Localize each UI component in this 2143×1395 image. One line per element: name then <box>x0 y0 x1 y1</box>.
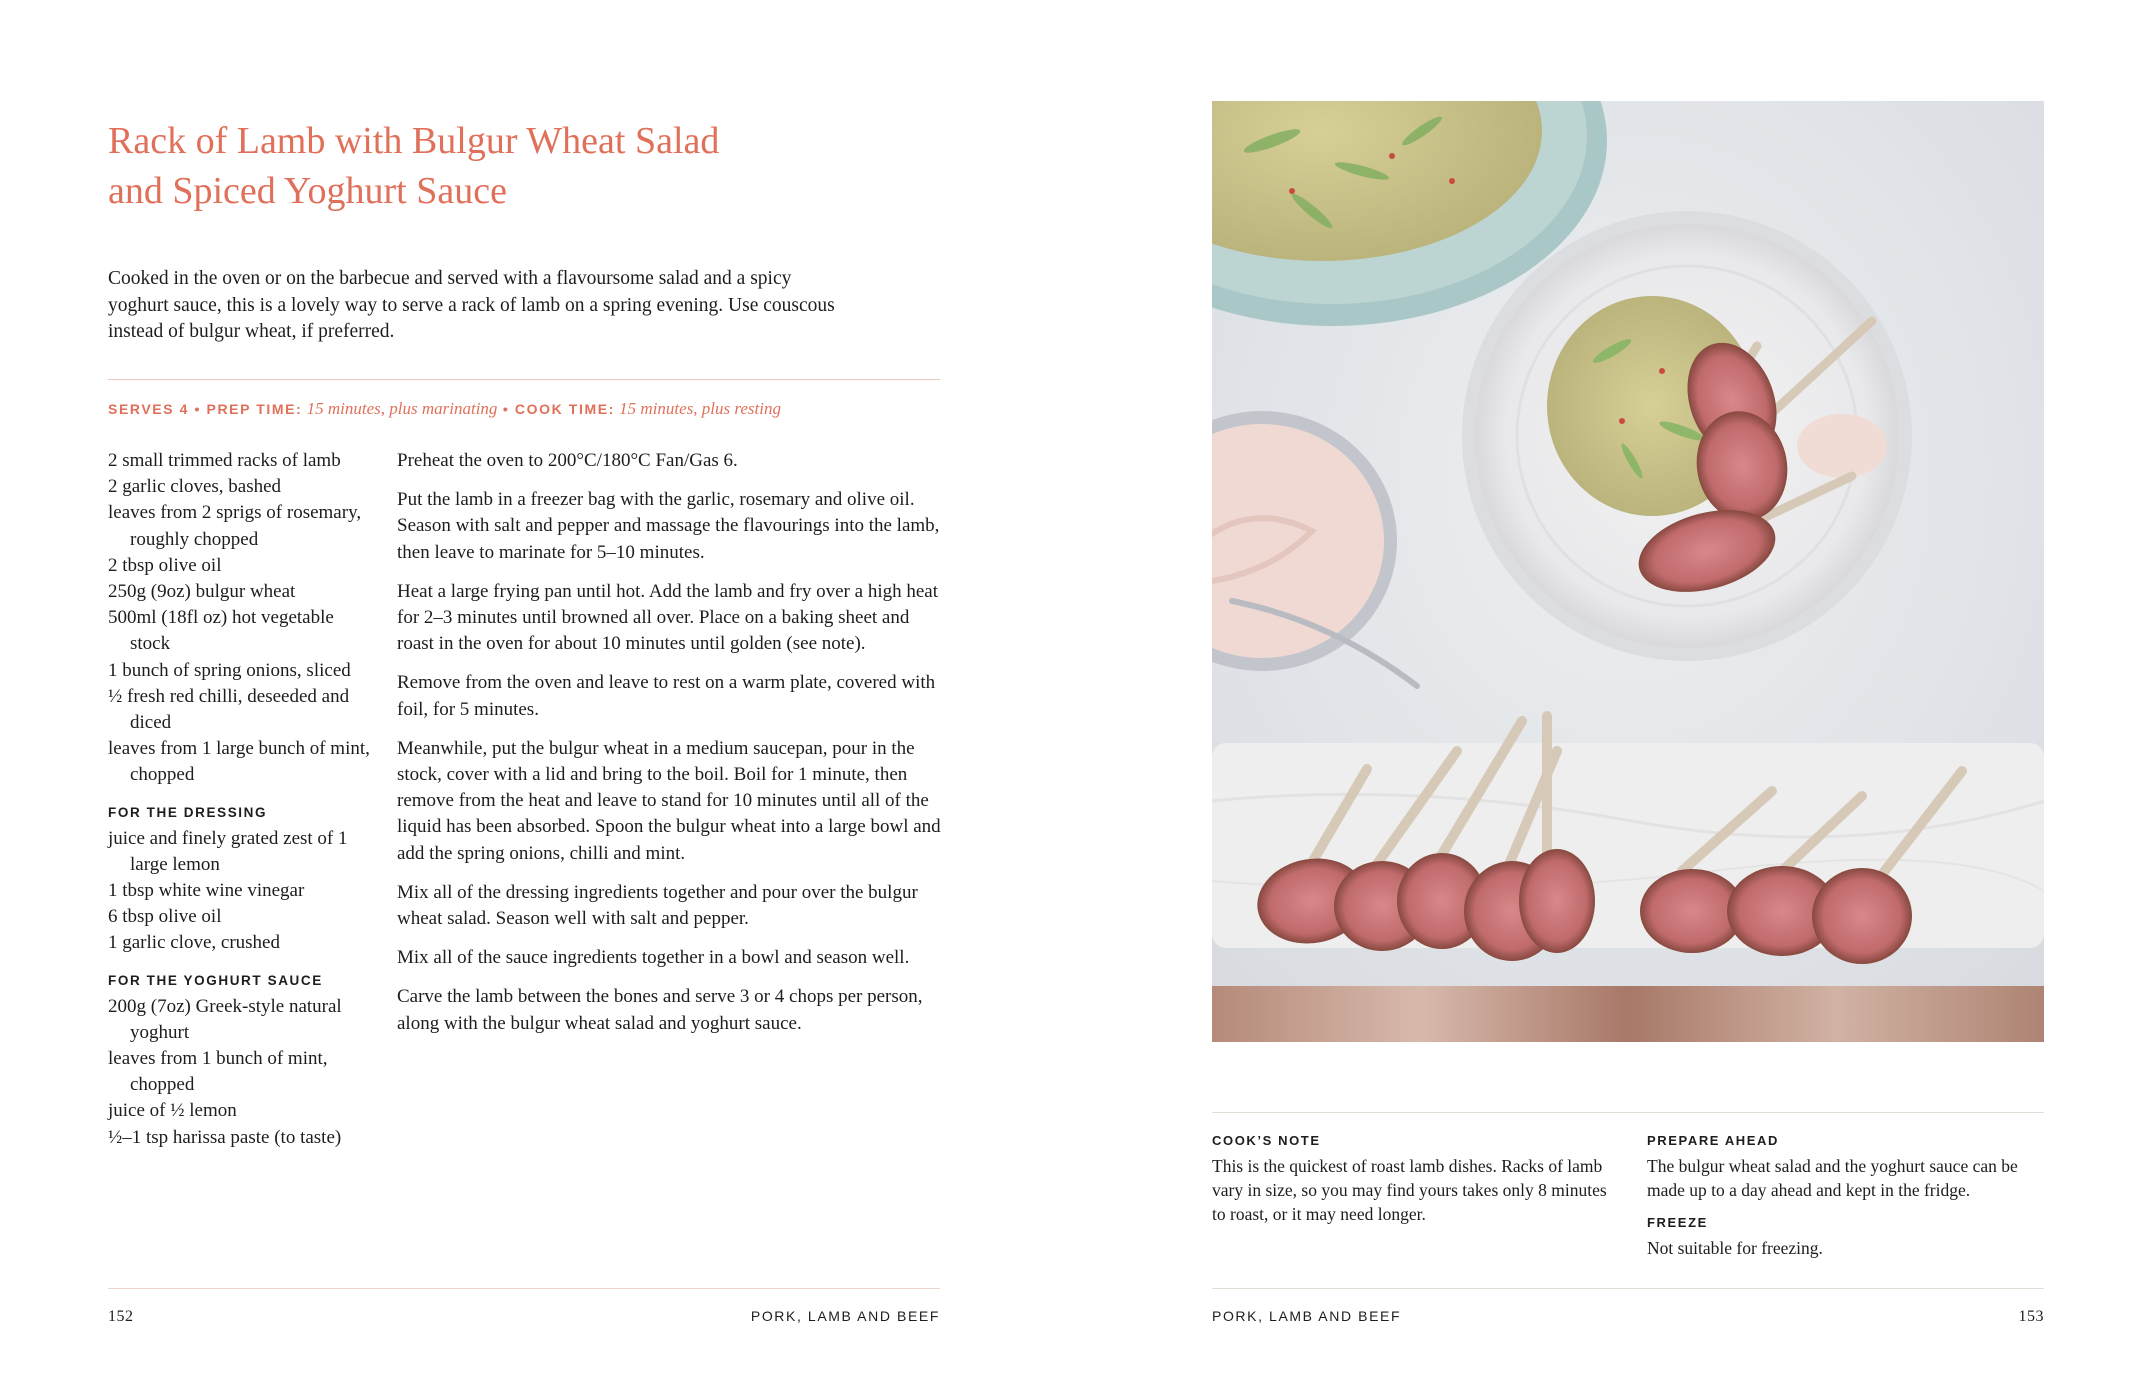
ingredient-item: juice of ½ lemon <box>108 1100 237 1122</box>
cooks-note <box>1212 1132 1612 1226</box>
recipe-title-line-1: Rack of Lamb with Bulgur Wheat Salad <box>108 120 720 162</box>
method-step: Put the lamb in a freezer bag with the garlic, rosemary and olive oil. Season with salt and pepper and massage the flavourings into the lamb, then leave to marinate for 5–10 minutes. <box>397 489 940 563</box>
recipe-title-line-2: and Spiced Yoghurt Sauce <box>108 170 507 212</box>
prepare-ahead-heading: PREPARE AHEAD <box>1647 1133 1780 1148</box>
ingredient-item: 1 bunch of spring onions, sliced <box>108 659 351 681</box>
ingredient-item: 2 small trimmed racks of lamb <box>108 450 341 471</box>
ingredient-item: 500ml (18fl oz) hot vegetable stock <box>108 607 334 655</box>
ingredient-item: leaves from 1 large bunch of mint, chopped <box>108 738 370 786</box>
method-step: Mix all of the sauce ingredients together in a bowl and season well. <box>397 947 910 969</box>
method-step: Remove from the oven and leave to rest on a warm plate, covered with foil, for 5 minutes. <box>397 672 936 720</box>
ingredient-list-dressing <box>108 826 378 957</box>
freeze-heading: FREEZE <box>1647 1215 1708 1230</box>
dressing-heading: FOR THE DRESSING <box>108 804 268 820</box>
ingredient-item: ½–1 tsp harissa paste (to taste) <box>108 1126 342 1148</box>
cooks-note-heading: COOK’S NOTE <box>1212 1133 1321 1148</box>
freeze-text: Not suitable for freezing. <box>1647 1238 1823 1258</box>
footer-divider-right <box>1212 1288 2044 1289</box>
prepare-ahead-text: The bulgur wheat salad and the yoghurt sauce can be made up to a day ahead and kept in the fridge. <box>1647 1156 2018 1200</box>
ingredient-item: 2 tbsp olive oil <box>108 554 222 576</box>
method-step: Preheat the oven to 200°C/180°C Fan/Gas 6. <box>397 450 738 471</box>
ingredient-item: 1 garlic clove, crushed <box>108 932 280 954</box>
ingredient-item: leaves from 1 bunch of mint, chopped <box>108 1048 328 1096</box>
recipe-intro: Cooked in the oven or on the barbecue and served with a flavoursome salad and a spicy yoghurt sauce, this is a lovely way to serve a rack of lamb on a spring evening. Use couscous instead of bulgur wheat, if preferred. <box>108 268 835 342</box>
ingredients-column <box>108 448 378 1151</box>
divider-top <box>108 379 940 380</box>
recipe-title <box>108 116 908 216</box>
prep-time-label: PREP TIME: <box>206 401 303 417</box>
method-column <box>397 448 945 1050</box>
recipe-photo <box>1212 101 2044 1042</box>
ingredient-item: 1 tbsp white wine vinegar <box>108 880 305 902</box>
page-number-left: 152 <box>108 1308 134 1325</box>
ingredient-item: leaves from 2 sprigs of rosemary, roughly chopped <box>108 502 362 550</box>
recipe-meta <box>108 398 948 420</box>
ingredient-item: 250g (9oz) bulgur wheat <box>108 581 296 603</box>
section-footer-left: PORK, LAMB AND BEEF <box>750 1308 940 1324</box>
ingredient-item: ½ fresh red chilli, deseeded and diced <box>108 685 350 734</box>
section-footer-right: PORK, LAMB AND BEEF <box>1212 1308 1402 1324</box>
ingredient-item: juice and finely grated zest of 1 large lemon <box>108 827 348 875</box>
meta-separator: • <box>189 401 207 417</box>
freeze-note <box>1647 1214 2047 1260</box>
prep-time-value: 15 minutes, plus marinating <box>306 399 498 418</box>
meta-separator: • <box>497 401 515 417</box>
method-step: Meanwhile, put the bulgur wheat in a medium saucepan, pour in the stock, cover with a lid and bring to the boil. Boil for 1 minute, then remove from the heat and leave to stand for 10 minutes until all of the liquid has been absorbed. Spoon the bulgur wheat into a large bowl and add the spring onions, chilli and mint. <box>397 737 941 864</box>
footer-divider-left <box>108 1288 940 1289</box>
method-step: Carve the lamb between the bones and serve 3 or 4 chops per person, along with the bulgur wheat salad and yoghurt sauce. <box>397 986 923 1034</box>
yoghurt-sauce-heading: FOR THE YOGHURT SAUCE <box>108 972 323 988</box>
ingredient-item: 6 tbsp olive oil <box>108 906 222 928</box>
ingredient-list-main <box>108 448 378 789</box>
right-page <box>1072 0 2143 1395</box>
ingredient-item: 200g (7oz) Greek-style natural yoghurt <box>108 995 342 1043</box>
cook-time-label: COOK TIME: <box>514 401 615 417</box>
method-step: Heat a large frying pan until hot. Add the lamb and fry over a high heat for 2–3 minutes until browned all over. Place on a baking sheet and roast in the oven for about 10 minutes until golden (see note). <box>397 580 938 655</box>
serves: SERVES 4 <box>108 401 190 417</box>
cooks-note-text: This is the quickest of roast lamb dishes. Racks of lamb vary in size, so you may find yours takes only 8 minutes to roast, or it may need longer. <box>1212 1156 1607 1224</box>
notes-divider <box>1212 1112 2044 1113</box>
method-step: Mix all of the dressing ingredients together and pour over the bulgur wheat salad. Season well with salt and pepper. <box>397 881 918 930</box>
ingredient-item: 2 garlic cloves, bashed <box>108 476 282 498</box>
page-number-right: 153 <box>2018 1308 2044 1325</box>
prepare-ahead-note <box>1647 1132 2047 1202</box>
ingredient-list-sauce <box>108 994 378 1151</box>
cook-time-value: 15 minutes, plus resting <box>619 399 781 418</box>
